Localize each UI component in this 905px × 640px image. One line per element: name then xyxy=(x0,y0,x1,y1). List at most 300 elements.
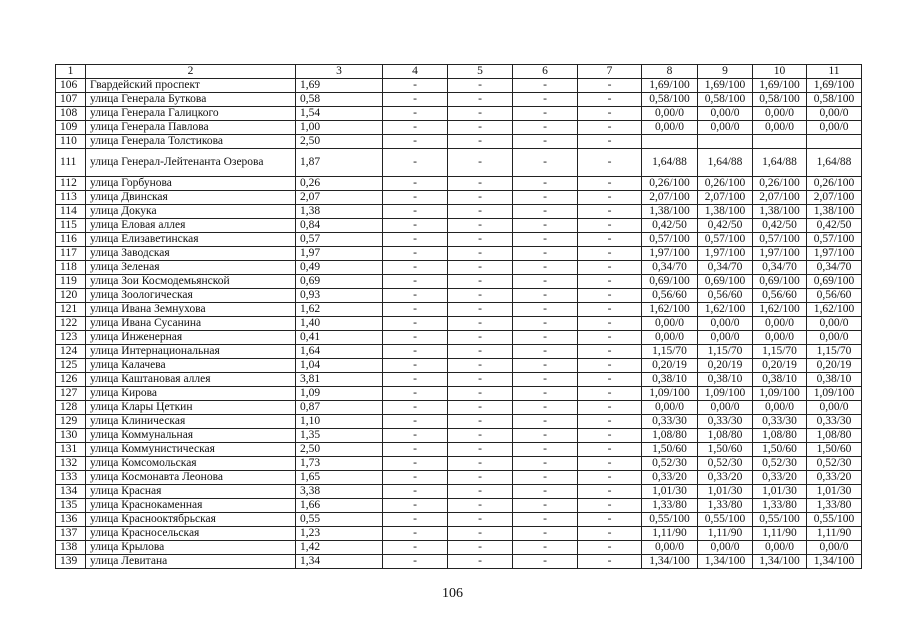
col11-cell: 1,08/80 xyxy=(807,429,862,443)
col7-cell: - xyxy=(578,107,642,121)
street-name-cell: улица Зеленая xyxy=(86,261,296,275)
col6-cell: - xyxy=(513,345,578,359)
col5-cell: - xyxy=(448,401,513,415)
col6-cell: - xyxy=(513,373,578,387)
col10-cell: 2,07/100 xyxy=(753,191,807,205)
street-name-cell: улица Ивана Сусанина xyxy=(86,317,296,331)
table-row xyxy=(56,471,862,485)
col4-cell: - xyxy=(383,457,448,471)
col9-cell: 1,11/90 xyxy=(698,527,753,541)
col10-cell: 1,11/90 xyxy=(753,527,807,541)
col4-cell: - xyxy=(383,149,448,177)
col8-cell: 0,52/30 xyxy=(642,457,698,471)
col5-cell: - xyxy=(448,457,513,471)
col4-cell: - xyxy=(383,429,448,443)
col6-cell: - xyxy=(513,499,578,513)
col4-cell: - xyxy=(383,359,448,373)
col9-cell: 1,69/100 xyxy=(698,79,753,93)
col11-cell: 0,42/50 xyxy=(807,219,862,233)
col4-cell: - xyxy=(383,233,448,247)
col4-cell: - xyxy=(383,135,448,149)
table-row xyxy=(56,499,862,513)
col7-cell: - xyxy=(578,149,642,177)
row-number-cell: 117 xyxy=(56,247,86,261)
length-cell: 1,87 xyxy=(296,149,383,177)
row-number-cell: 136 xyxy=(56,513,86,527)
street-name-cell: улица Интернациональная xyxy=(86,345,296,359)
row-number-cell: 137 xyxy=(56,527,86,541)
col9-cell: 0,42/50 xyxy=(698,219,753,233)
header-cell: 11 xyxy=(807,65,862,79)
col4-cell: - xyxy=(383,541,448,555)
col10-cell: 0,00/0 xyxy=(753,317,807,331)
length-cell: 1,69 xyxy=(296,79,383,93)
col11-cell xyxy=(807,135,862,149)
col11-cell: 0,58/100 xyxy=(807,93,862,107)
length-cell: 1,42 xyxy=(296,541,383,555)
col11-cell: 0,00/0 xyxy=(807,107,862,121)
table-row xyxy=(56,317,862,331)
col8-cell: 0,58/100 xyxy=(642,93,698,107)
col11-cell: 0,56/60 xyxy=(807,289,862,303)
col7-cell: - xyxy=(578,79,642,93)
col9-cell: 1,50/60 xyxy=(698,443,753,457)
col10-cell: 0,69/100 xyxy=(753,275,807,289)
col7-cell: - xyxy=(578,93,642,107)
col8-cell: 1,50/60 xyxy=(642,443,698,457)
table-row xyxy=(56,387,862,401)
col5-cell: - xyxy=(448,373,513,387)
col7-cell: - xyxy=(578,527,642,541)
col8-cell: 1,15/70 xyxy=(642,345,698,359)
col7-cell: - xyxy=(578,331,642,345)
col10-cell: 0,00/0 xyxy=(753,541,807,555)
col8-cell: 0,00/0 xyxy=(642,541,698,555)
col9-cell: 1,38/100 xyxy=(698,205,753,219)
col8-cell xyxy=(642,135,698,149)
header-cell: 1 xyxy=(56,65,86,79)
length-cell: 1,54 xyxy=(296,107,383,121)
table-row xyxy=(56,79,862,93)
col5-cell: - xyxy=(448,191,513,205)
page-number: 106 xyxy=(442,586,463,601)
col7-cell: - xyxy=(578,471,642,485)
header-cell: 4 xyxy=(383,65,448,79)
table-row xyxy=(56,401,862,415)
col7-cell: - xyxy=(578,289,642,303)
col4-cell: - xyxy=(383,261,448,275)
row-number-cell: 132 xyxy=(56,457,86,471)
col10-cell: 1,34/100 xyxy=(753,555,807,569)
table-row xyxy=(56,555,862,569)
table-row xyxy=(56,275,862,289)
row-number-cell: 128 xyxy=(56,401,86,415)
col11-cell: 0,55/100 xyxy=(807,513,862,527)
col5-cell: - xyxy=(448,527,513,541)
col7-cell: - xyxy=(578,443,642,457)
street-name-cell: улица Зоологическая xyxy=(86,289,296,303)
col11-cell: 0,34/70 xyxy=(807,261,862,275)
row-number-cell: 139 xyxy=(56,555,86,569)
row-number-cell: 107 xyxy=(56,93,86,107)
length-cell: 1,64 xyxy=(296,345,383,359)
col9-cell: 0,26/100 xyxy=(698,177,753,191)
street-name-cell: улица Генерала Буткова xyxy=(86,93,296,107)
col9-cell: 0,00/0 xyxy=(698,317,753,331)
length-cell: 1,97 xyxy=(296,247,383,261)
col11-cell: 0,26/100 xyxy=(807,177,862,191)
col8-cell: 1,62/100 xyxy=(642,303,698,317)
col6-cell: - xyxy=(513,219,578,233)
col11-cell: 1,64/88 xyxy=(807,149,862,177)
col9-cell: 0,52/30 xyxy=(698,457,753,471)
col4-cell: - xyxy=(383,107,448,121)
length-cell: 0,87 xyxy=(296,401,383,415)
col8-cell: 0,69/100 xyxy=(642,275,698,289)
col10-cell: 0,33/20 xyxy=(753,471,807,485)
col10-cell: 0,34/70 xyxy=(753,261,807,275)
col9-cell: 0,38/10 xyxy=(698,373,753,387)
col4-cell: - xyxy=(383,205,448,219)
row-number-cell: 133 xyxy=(56,471,86,485)
length-cell: 1,04 xyxy=(296,359,383,373)
col8-cell: 1,97/100 xyxy=(642,247,698,261)
col11-cell: 0,69/100 xyxy=(807,275,862,289)
table-row xyxy=(56,527,862,541)
col5-cell: - xyxy=(448,499,513,513)
row-number-cell: 110 xyxy=(56,135,86,149)
col10-cell: 1,38/100 xyxy=(753,205,807,219)
col4-cell: - xyxy=(383,387,448,401)
col7-cell: - xyxy=(578,247,642,261)
col5-cell: - xyxy=(448,317,513,331)
col10-cell: 1,97/100 xyxy=(753,247,807,261)
table-row xyxy=(56,485,862,499)
col8-cell: 0,56/60 xyxy=(642,289,698,303)
length-cell: 1,09 xyxy=(296,387,383,401)
col4-cell: - xyxy=(383,275,448,289)
col4-cell: - xyxy=(383,289,448,303)
row-number-cell: 115 xyxy=(56,219,86,233)
length-cell: 0,49 xyxy=(296,261,383,275)
col5-cell: - xyxy=(448,205,513,219)
table-row xyxy=(56,233,862,247)
col11-cell: 1,15/70 xyxy=(807,345,862,359)
col9-cell: 1,01/30 xyxy=(698,485,753,499)
table-row xyxy=(56,457,862,471)
col8-cell: 0,00/0 xyxy=(642,331,698,345)
row-number-cell: 129 xyxy=(56,415,86,429)
col7-cell: - xyxy=(578,457,642,471)
col7-cell: - xyxy=(578,317,642,331)
col5-cell: - xyxy=(448,233,513,247)
col5-cell: - xyxy=(448,359,513,373)
col6-cell: - xyxy=(513,93,578,107)
street-name-cell: улица Кирова xyxy=(86,387,296,401)
col7-cell: - xyxy=(578,401,642,415)
col8-cell: 1,08/80 xyxy=(642,429,698,443)
col5-cell: - xyxy=(448,247,513,261)
col7-cell: - xyxy=(578,541,642,555)
col7-cell: - xyxy=(578,177,642,191)
col4-cell: - xyxy=(383,401,448,415)
col7-cell: - xyxy=(578,499,642,513)
row-number-cell: 130 xyxy=(56,429,86,443)
col11-cell: 1,01/30 xyxy=(807,485,862,499)
col6-cell: - xyxy=(513,191,578,205)
col6-cell: - xyxy=(513,513,578,527)
table-row xyxy=(56,247,862,261)
col8-cell: 0,20/19 xyxy=(642,359,698,373)
col4-cell: - xyxy=(383,331,448,345)
col10-cell: 0,58/100 xyxy=(753,93,807,107)
table-row xyxy=(56,513,862,527)
length-cell: 1,34 xyxy=(296,555,383,569)
length-cell: 1,73 xyxy=(296,457,383,471)
col11-cell: 0,33/30 xyxy=(807,415,862,429)
col8-cell: 0,55/100 xyxy=(642,513,698,527)
col4-cell: - xyxy=(383,93,448,107)
col9-cell: 0,33/30 xyxy=(698,415,753,429)
col6-cell: - xyxy=(513,359,578,373)
col7-cell: - xyxy=(578,303,642,317)
col9-cell: 1,34/100 xyxy=(698,555,753,569)
col11-cell: 0,38/10 xyxy=(807,373,862,387)
col9-cell: 0,33/20 xyxy=(698,471,753,485)
table-row xyxy=(56,135,862,149)
table-row xyxy=(56,359,862,373)
col7-cell: - xyxy=(578,345,642,359)
col4-cell: - xyxy=(383,303,448,317)
street-name-cell: улица Краснооктябрьская xyxy=(86,513,296,527)
col9-cell: 1,97/100 xyxy=(698,247,753,261)
col10-cell: 1,09/100 xyxy=(753,387,807,401)
col6-cell: - xyxy=(513,527,578,541)
col6-cell: - xyxy=(513,443,578,457)
street-name-cell: улица Зои Космодемьянской xyxy=(86,275,296,289)
street-name-cell: улица Краснокаменная xyxy=(86,499,296,513)
col9-cell: 0,00/0 xyxy=(698,121,753,135)
row-number-cell: 138 xyxy=(56,541,86,555)
col6-cell: - xyxy=(513,205,578,219)
street-name-cell: улица Елизаветинская xyxy=(86,233,296,247)
col8-cell: 0,00/0 xyxy=(642,401,698,415)
table-row xyxy=(56,149,862,177)
col9-cell: 1,08/80 xyxy=(698,429,753,443)
col9-cell: 0,69/100 xyxy=(698,275,753,289)
col11-cell: 0,33/20 xyxy=(807,471,862,485)
table-row xyxy=(56,331,862,345)
col8-cell: 0,33/20 xyxy=(642,471,698,485)
col6-cell: - xyxy=(513,471,578,485)
street-name-cell: улица Еловая аллея xyxy=(86,219,296,233)
col11-cell: 0,00/0 xyxy=(807,401,862,415)
col4-cell: - xyxy=(383,443,448,457)
street-name-cell: улица Горбунова xyxy=(86,177,296,191)
length-cell: 1,40 xyxy=(296,317,383,331)
table-row xyxy=(56,415,862,429)
col11-cell: 1,34/100 xyxy=(807,555,862,569)
col9-cell: 0,00/0 xyxy=(698,541,753,555)
col5-cell: - xyxy=(448,471,513,485)
row-number-cell: 121 xyxy=(56,303,86,317)
col4-cell: - xyxy=(383,471,448,485)
col10-cell: 0,33/30 xyxy=(753,415,807,429)
row-number-cell: 127 xyxy=(56,387,86,401)
col6-cell: - xyxy=(513,149,578,177)
col8-cell: 1,09/100 xyxy=(642,387,698,401)
col10-cell: 0,00/0 xyxy=(753,107,807,121)
col4-cell: - xyxy=(383,79,448,93)
col5-cell: - xyxy=(448,303,513,317)
table-row xyxy=(56,107,862,121)
col10-cell: 0,20/19 xyxy=(753,359,807,373)
row-number-cell: 124 xyxy=(56,345,86,359)
col11-cell: 0,00/0 xyxy=(807,317,862,331)
header-cell: 6 xyxy=(513,65,578,79)
length-cell: 1,10 xyxy=(296,415,383,429)
col4-cell: - xyxy=(383,499,448,513)
table-row xyxy=(56,303,862,317)
col5-cell: - xyxy=(448,289,513,303)
length-cell: 3,81 xyxy=(296,373,383,387)
col9-cell: 0,00/0 xyxy=(698,107,753,121)
col7-cell: - xyxy=(578,135,642,149)
col10-cell: 1,50/60 xyxy=(753,443,807,457)
col5-cell: - xyxy=(448,429,513,443)
col7-cell: - xyxy=(578,261,642,275)
length-cell: 0,69 xyxy=(296,275,383,289)
col6-cell: - xyxy=(513,317,578,331)
row-number-cell: 131 xyxy=(56,443,86,457)
col10-cell: 1,62/100 xyxy=(753,303,807,317)
col10-cell: 0,00/0 xyxy=(753,401,807,415)
col4-cell: - xyxy=(383,373,448,387)
col5-cell: - xyxy=(448,443,513,457)
col10-cell: 1,69/100 xyxy=(753,79,807,93)
street-name-cell: улица Красная xyxy=(86,485,296,499)
header-cell: 8 xyxy=(642,65,698,79)
row-number-cell: 114 xyxy=(56,205,86,219)
street-name-cell: улица Генерала Толстикова xyxy=(86,135,296,149)
col5-cell: - xyxy=(448,135,513,149)
length-cell: 0,55 xyxy=(296,513,383,527)
col11-cell: 1,50/60 xyxy=(807,443,862,457)
col6-cell: - xyxy=(513,275,578,289)
col6-cell: - xyxy=(513,401,578,415)
header-cell: 10 xyxy=(753,65,807,79)
length-cell: 0,57 xyxy=(296,233,383,247)
col8-cell: 0,42/50 xyxy=(642,219,698,233)
col10-cell: 0,52/30 xyxy=(753,457,807,471)
col11-cell: 1,11/90 xyxy=(807,527,862,541)
col6-cell: - xyxy=(513,555,578,569)
street-name-cell: улица Клиническая xyxy=(86,415,296,429)
street-name-cell: улица Заводская xyxy=(86,247,296,261)
col11-cell: 0,00/0 xyxy=(807,541,862,555)
col11-cell: 0,57/100 xyxy=(807,233,862,247)
col10-cell: 1,08/80 xyxy=(753,429,807,443)
length-cell: 2,07 xyxy=(296,191,383,205)
col5-cell: - xyxy=(448,107,513,121)
col5-cell: - xyxy=(448,93,513,107)
col10-cell: 0,57/100 xyxy=(753,233,807,247)
length-cell: 0,84 xyxy=(296,219,383,233)
col7-cell: - xyxy=(578,429,642,443)
col11-cell: 0,52/30 xyxy=(807,457,862,471)
col4-cell: - xyxy=(383,317,448,331)
col11-cell: 1,62/100 xyxy=(807,303,862,317)
col4-cell: - xyxy=(383,247,448,261)
col10-cell: 0,55/100 xyxy=(753,513,807,527)
col8-cell: 0,34/70 xyxy=(642,261,698,275)
col8-cell: 1,33/80 xyxy=(642,499,698,513)
row-number-cell: 118 xyxy=(56,261,86,275)
col6-cell: - xyxy=(513,429,578,443)
row-number-cell: 113 xyxy=(56,191,86,205)
street-name-cell: улица Коммунистическая xyxy=(86,443,296,457)
col7-cell: - xyxy=(578,373,642,387)
col9-cell: 0,00/0 xyxy=(698,401,753,415)
col6-cell: - xyxy=(513,457,578,471)
street-name-cell: улица Клары Цеткин xyxy=(86,401,296,415)
col6-cell: - xyxy=(513,415,578,429)
length-cell: 2,50 xyxy=(296,135,383,149)
col11-cell: 0,00/0 xyxy=(807,331,862,345)
table-row xyxy=(56,219,862,233)
col8-cell: 1,01/30 xyxy=(642,485,698,499)
col7-cell: - xyxy=(578,205,642,219)
col7-cell: - xyxy=(578,275,642,289)
col10-cell: 0,42/50 xyxy=(753,219,807,233)
col6-cell: - xyxy=(513,177,578,191)
row-number-cell: 111 xyxy=(56,149,86,177)
col9-cell: 1,09/100 xyxy=(698,387,753,401)
table-row xyxy=(56,261,862,275)
col9-cell: 0,55/100 xyxy=(698,513,753,527)
length-cell: 1,23 xyxy=(296,527,383,541)
street-name-cell: улица Ивана Земнухова xyxy=(86,303,296,317)
col11-cell: 0,00/0 xyxy=(807,121,862,135)
col8-cell: 2,07/100 xyxy=(642,191,698,205)
row-number-cell: 122 xyxy=(56,317,86,331)
col8-cell: 1,34/100 xyxy=(642,555,698,569)
col6-cell: - xyxy=(513,289,578,303)
col4-cell: - xyxy=(383,485,448,499)
col9-cell: 1,62/100 xyxy=(698,303,753,317)
col8-cell: 0,00/0 xyxy=(642,121,698,135)
col5-cell: - xyxy=(448,149,513,177)
col6-cell: - xyxy=(513,135,578,149)
street-name-cell: улица Каштановая аллея xyxy=(86,373,296,387)
col10-cell: 0,26/100 xyxy=(753,177,807,191)
col7-cell: - xyxy=(578,513,642,527)
table-row xyxy=(56,121,862,135)
col8-cell: 0,38/10 xyxy=(642,373,698,387)
col11-cell: 1,69/100 xyxy=(807,79,862,93)
length-cell: 1,00 xyxy=(296,121,383,135)
row-number-cell: 126 xyxy=(56,373,86,387)
table-row xyxy=(56,373,862,387)
street-name-cell: улица Комсомольская xyxy=(86,457,296,471)
col10-cell: 0,56/60 xyxy=(753,289,807,303)
header-cell: 5 xyxy=(448,65,513,79)
row-number-cell: 135 xyxy=(56,499,86,513)
col9-cell xyxy=(698,135,753,149)
street-name-cell: улица Левитана xyxy=(86,555,296,569)
col6-cell: - xyxy=(513,247,578,261)
col11-cell: 2,07/100 xyxy=(807,191,862,205)
